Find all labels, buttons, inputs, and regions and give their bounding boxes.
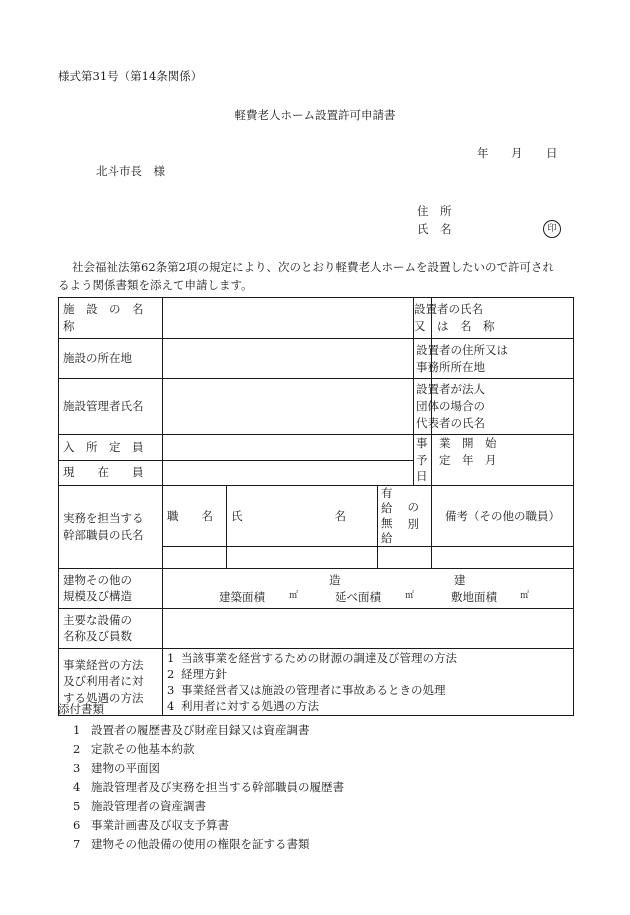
founder-name-label <box>414 298 495 339</box>
remarks-header: 備考（その他の職員） <box>432 486 574 547</box>
staff-name-value[interactable] <box>227 546 378 568</box>
facility-address-value[interactable] <box>163 339 414 379</box>
method-item: 3 事業経営者又は施設の管理者に事故あるときの処理 <box>167 682 446 697</box>
founder-address-label-2: 事務所所在地 <box>416 359 485 374</box>
paid-distinction-header <box>378 486 432 547</box>
method-label-3: する処遇の方法 <box>63 691 144 706</box>
post-value[interactable] <box>163 546 227 568</box>
row-facility-name <box>59 298 574 339</box>
date-month: 月 <box>511 146 523 160</box>
equipment-label-2: 名称及び員数 <box>63 629 132 644</box>
method-value[interactable] <box>163 648 574 715</box>
distinction-label: の別 <box>407 500 419 531</box>
facility-name-label: 施 設 の 名 称 <box>59 298 163 339</box>
equipment-label-1: 主要な設備の <box>63 612 132 627</box>
building-area-unit: ㎡ <box>289 591 299 602</box>
form-number: 様式第31号（第14条関係） <box>58 69 203 83</box>
representative-label-3: 代表者の氏名 <box>416 415 485 430</box>
row-capacity <box>59 435 574 461</box>
building-value[interactable] <box>163 568 574 608</box>
method-item: 2 経理方針 <box>167 666 227 681</box>
staff-name-header: 氏 名 <box>227 486 378 547</box>
intro-line-1: 社会福祉法第62条第2項の規定により、次のとおり軽費老人ホームを設置したいので許可され <box>72 260 554 274</box>
founder-address-label-1: 設置者の住所又は <box>416 342 508 357</box>
facility-address-label: 施設の所在地 <box>59 339 163 379</box>
addressee: 北斗市長 様 <box>96 164 165 178</box>
seal-mark-icon: 印 <box>543 220 561 238</box>
site-area-label: 敷地面積 <box>451 590 497 605</box>
start-date-label-1: 事 業 開 始 <box>416 436 497 450</box>
attachment-item: 6 事業計画書及び収支予算書 <box>73 818 229 832</box>
manager-name-label: 施設管理者氏名 <box>59 379 163 435</box>
staff-label <box>59 486 163 569</box>
start-date-label <box>414 435 508 486</box>
staff-label-1: 実務を担当する <box>63 511 144 526</box>
representative-label <box>414 379 485 435</box>
founder-name-label-2: 又 は 名 称 <box>414 319 495 333</box>
unpaid-label: 無給 <box>381 515 393 545</box>
name-label: 氏 名 <box>417 222 452 236</box>
paid-label: 有給 <box>381 486 393 515</box>
site-area-unit: ㎡ <box>520 591 530 602</box>
founder-name-label-1: 設置者の氏名 <box>414 302 483 317</box>
method-item: 1 当該事業を経営するための財源の調達及び管理の方法 <box>167 650 457 665</box>
representative-label-2: 団体の場合の <box>416 399 485 414</box>
row-building <box>59 568 574 608</box>
row-equipment <box>59 608 574 648</box>
document-title: 軽費老人ホーム設置許可申請書 <box>234 108 396 122</box>
attachment-item: 3 建物の平面図 <box>73 761 160 775</box>
application-form-table <box>58 297 574 716</box>
attachments-heading: 添付書類 <box>58 702 104 716</box>
attachment-item: 1 設置者の履歴書及び財産目録又は資産調書 <box>73 723 310 737</box>
current-value[interactable] <box>163 460 414 486</box>
building-area-label: 建築面積 <box>219 590 265 605</box>
address-label: 住 所 <box>417 204 452 218</box>
equipment-label <box>59 608 163 648</box>
building-label-1: 建物その他の <box>63 572 132 587</box>
building-label <box>59 568 163 608</box>
method-label-1: 事業経営の方法 <box>63 657 144 672</box>
start-date-label-2: 予 定 年 月 日 <box>416 452 508 484</box>
date-year: 年 <box>477 146 489 160</box>
method-item: 4 利用者に対する処遇の方法 <box>167 698 319 713</box>
founder-address-label <box>414 339 508 379</box>
paid-distinction-value[interactable] <box>378 546 432 568</box>
equipment-value[interactable] <box>163 608 574 648</box>
facility-name-value[interactable] <box>163 298 414 339</box>
floor-area-unit: ㎡ <box>405 591 415 602</box>
method-label-2: 及び利用者に対 <box>63 674 144 689</box>
post-header: 職 名 <box>163 486 227 547</box>
attachment-item: 7 建物その他設備の使用の権限を証する書類 <box>73 837 310 851</box>
current-label: 現 在 員 <box>59 460 163 486</box>
intro-line-2: るよう関係書類を添えて申請します。 <box>58 278 253 292</box>
floor-area-label: 延べ面積 <box>335 590 381 605</box>
row-manager <box>59 379 574 435</box>
attachment-item: 4 施設管理者及び実務を担当する幹部職員の履歴書 <box>73 780 344 794</box>
row-method <box>59 648 574 715</box>
representative-label-1: 設置者が法人 <box>416 382 485 397</box>
manager-name-value[interactable] <box>163 379 414 435</box>
capacity-value[interactable] <box>163 435 414 461</box>
building-word-label: 建 <box>454 573 466 588</box>
construction-label: 造 <box>329 573 341 588</box>
building-label-2: 規模及び構造 <box>63 589 132 604</box>
attachment-item: 2 定款その他基本約款 <box>73 742 195 756</box>
remarks-value[interactable] <box>432 546 574 568</box>
row-staff-header <box>59 486 574 547</box>
attachment-item: 5 施設管理者の資産調書 <box>73 799 206 813</box>
staff-label-2: 幹部職員の氏名 <box>63 527 144 542</box>
row-facility-address <box>59 339 574 379</box>
capacity-label: 入 所 定 員 <box>59 435 163 461</box>
date-day: 日 <box>546 146 558 160</box>
